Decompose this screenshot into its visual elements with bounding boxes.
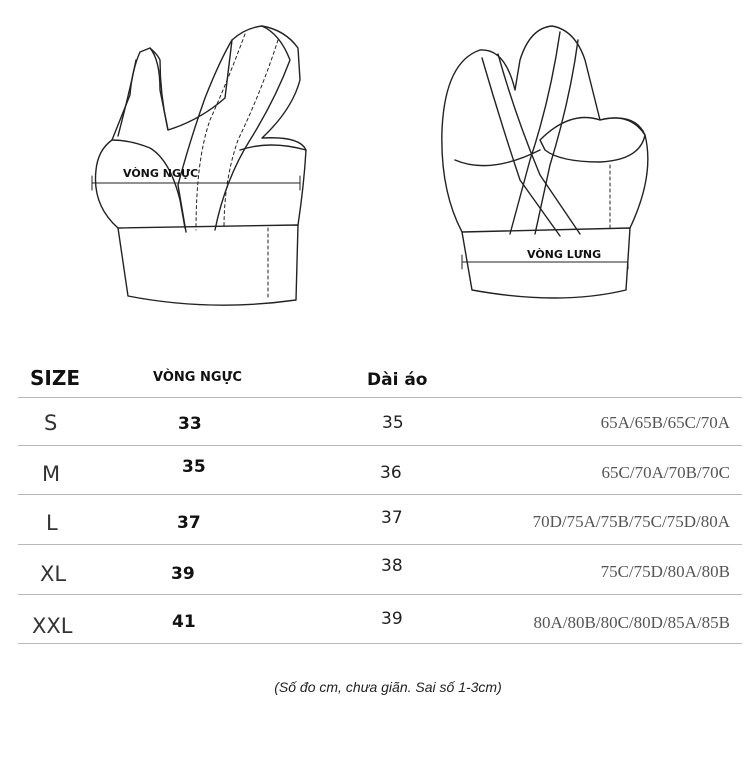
table-divider <box>18 494 742 495</box>
bra-illustration <box>0 0 756 330</box>
table-divider <box>18 544 742 545</box>
cup-sizes-cell: 65A/65B/65C/70A <box>600 413 730 432</box>
chest-cell: 39 <box>171 564 195 584</box>
table-divider <box>18 445 742 446</box>
front-chest-label: VÒNG NGỰC <box>123 167 199 180</box>
front-view-drawing <box>92 26 306 305</box>
size-cell: S <box>44 411 58 435</box>
chest-cell: 35 <box>182 457 206 477</box>
chest-cell: 41 <box>172 612 196 632</box>
back-band-label: VÒNG LƯNG <box>527 248 602 261</box>
chest-header: VÒNG NGỰC <box>153 370 242 385</box>
cup-sizes-cell: 80A/80B/80C/80D/85A/85B <box>533 613 730 632</box>
measurement-note: (Số đo cm, chưa giãn. Sai số 1-3cm) <box>274 679 502 695</box>
length-cell: 37 <box>381 508 403 528</box>
length-cell: 38 <box>381 556 403 576</box>
size-cell: M <box>42 462 61 486</box>
length-cell: 35 <box>382 413 404 433</box>
cup-sizes-cell: 75C/75D/80A/80B <box>600 562 730 581</box>
size-cell: L <box>46 511 58 535</box>
size-cell: XL <box>40 562 67 586</box>
size-cell: XXL <box>32 614 73 638</box>
cup-sizes-cell: 70D/75A/75B/75C/75D/80A <box>532 512 730 531</box>
length-header: Dài áo <box>367 370 428 390</box>
table-divider <box>18 643 742 644</box>
table-divider <box>18 594 742 595</box>
chest-cell: 33 <box>178 414 202 434</box>
length-cell: 39 <box>381 609 403 629</box>
length-cell: 36 <box>380 463 402 483</box>
table-divider <box>18 397 742 398</box>
cup-sizes-cell: 65C/70A/70B/70C <box>601 463 730 482</box>
size-header: SIZE <box>30 366 81 390</box>
chest-cell: 37 <box>177 513 201 533</box>
